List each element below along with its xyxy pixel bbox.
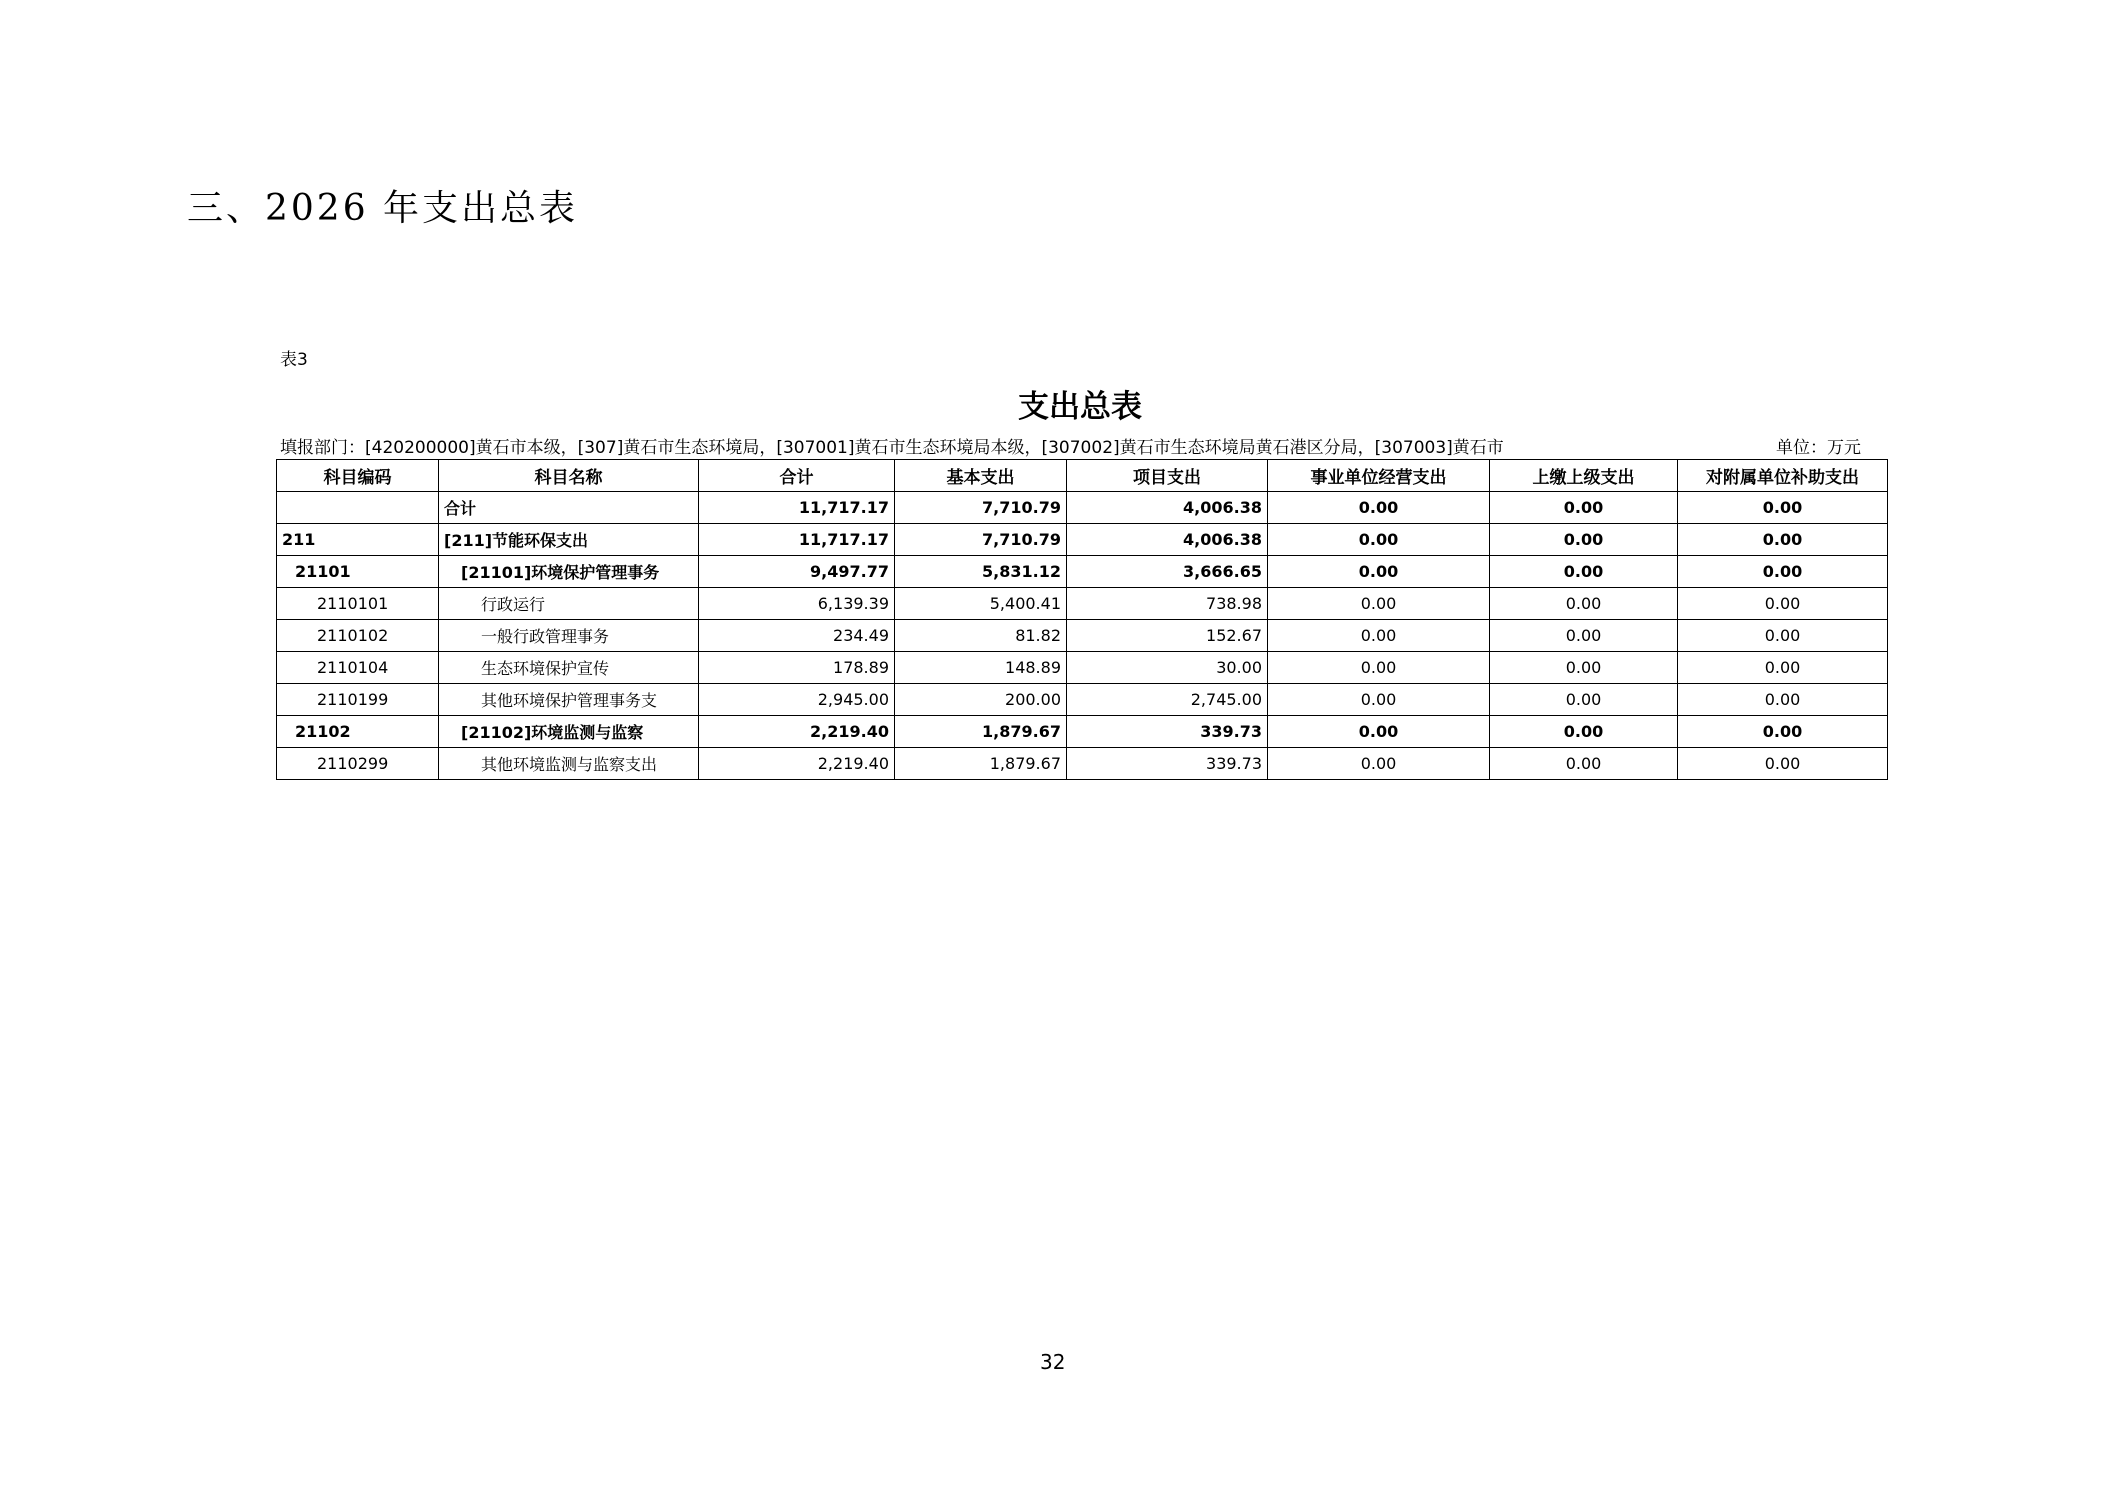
cell-business: 0.00 (1268, 524, 1490, 556)
cell-project: 152.67 (1067, 620, 1268, 652)
cell-basic: 1,879.67 (895, 716, 1067, 748)
cell-name: [21102]环境监测与监察 (439, 716, 699, 748)
cell-total: 9,497.77 (699, 556, 895, 588)
cell-total: 2,219.40 (699, 716, 895, 748)
table-row (277, 524, 1888, 556)
cell-upper: 0.00 (1490, 748, 1678, 780)
cell-code: 2110102 (277, 620, 439, 652)
cell-upper: 0.00 (1490, 492, 1678, 524)
cell-name: 行政运行 (439, 588, 699, 620)
table-number: 表3 (280, 350, 308, 370)
cell-name: 其他环境保护管理事务支 (439, 684, 699, 716)
cell-project: 339.73 (1067, 716, 1268, 748)
section-heading: 三、2026 年支出总表 (187, 188, 579, 229)
cell-total: 2,945.00 (699, 684, 895, 716)
header-name: 科目名称 (439, 460, 699, 492)
cell-code: 211 (277, 524, 439, 556)
cell-name: 合计 (439, 492, 699, 524)
cell-basic: 7,710.79 (895, 492, 1067, 524)
cell-upper: 0.00 (1490, 716, 1678, 748)
cell-upper: 0.00 (1490, 556, 1678, 588)
header-subsidy: 对附属单位补助支出 (1678, 460, 1888, 492)
cell-business: 0.00 (1268, 556, 1490, 588)
cell-subsidy: 0.00 (1678, 620, 1888, 652)
filler-department: 填报部门：[420200000]黄石市本级，[307]黄石市生态环境局，[307001]黄石市生态环境局本级，[307002]黄石市生态环境局黄石港区分局，[307003]黄石市 (280, 438, 1504, 458)
cell-code: 21101 (277, 556, 439, 588)
expense-summary-table (276, 459, 1888, 780)
table-row (277, 620, 1888, 652)
cell-project: 4,006.38 (1067, 492, 1268, 524)
cell-name: 一般行政管理事务 (439, 620, 699, 652)
cell-subsidy: 0.00 (1678, 652, 1888, 684)
cell-name: [211]节能环保支出 (439, 524, 699, 556)
cell-basic: 5,831.12 (895, 556, 1067, 588)
cell-project: 738.98 (1067, 588, 1268, 620)
cell-total: 6,139.39 (699, 588, 895, 620)
cell-code (277, 492, 439, 524)
cell-subsidy: 0.00 (1678, 556, 1888, 588)
table-row (277, 684, 1888, 716)
cell-basic: 7,710.79 (895, 524, 1067, 556)
cell-code: 21102 (277, 716, 439, 748)
cell-project: 30.00 (1067, 652, 1268, 684)
header-business: 事业单位经营支出 (1268, 460, 1490, 492)
page-number: 32 (1040, 1350, 1066, 1374)
cell-upper: 0.00 (1490, 524, 1678, 556)
table-row (277, 652, 1888, 684)
cell-total: 234.49 (699, 620, 895, 652)
cell-code: 2110101 (277, 588, 439, 620)
cell-name: 其他环境监测与监察支出 (439, 748, 699, 780)
cell-business: 0.00 (1268, 684, 1490, 716)
cell-name: 生态环境保护宣传 (439, 652, 699, 684)
table-row (277, 748, 1888, 780)
cell-subsidy: 0.00 (1678, 684, 1888, 716)
cell-basic: 200.00 (895, 684, 1067, 716)
cell-upper: 0.00 (1490, 684, 1678, 716)
cell-project: 339.73 (1067, 748, 1268, 780)
cell-subsidy: 0.00 (1678, 588, 1888, 620)
cell-project: 4,006.38 (1067, 524, 1268, 556)
cell-business: 0.00 (1268, 716, 1490, 748)
header-basic: 基本支出 (895, 460, 1067, 492)
cell-total: 11,717.17 (699, 492, 895, 524)
table-row (277, 588, 1888, 620)
cell-business: 0.00 (1268, 620, 1490, 652)
cell-business: 0.00 (1268, 588, 1490, 620)
cell-code: 2110299 (277, 748, 439, 780)
header-total: 合计 (699, 460, 895, 492)
cell-code: 2110104 (277, 652, 439, 684)
cell-project: 2,745.00 (1067, 684, 1268, 716)
header-upper: 上缴上级支出 (1490, 460, 1678, 492)
unit-label: 单位：万元 (1776, 438, 1861, 458)
cell-upper: 0.00 (1490, 620, 1678, 652)
cell-upper: 0.00 (1490, 588, 1678, 620)
cell-total: 178.89 (699, 652, 895, 684)
cell-subsidy: 0.00 (1678, 524, 1888, 556)
table-row (277, 492, 1888, 524)
cell-business: 0.00 (1268, 652, 1490, 684)
header-code: 科目编码 (277, 460, 439, 492)
cell-code: 2110199 (277, 684, 439, 716)
cell-project: 3,666.65 (1067, 556, 1268, 588)
cell-total: 2,219.40 (699, 748, 895, 780)
table-title: 支出总表 (1018, 389, 1142, 425)
table-header-row (277, 460, 1888, 492)
table-row (277, 556, 1888, 588)
cell-basic: 1,879.67 (895, 748, 1067, 780)
cell-basic: 148.89 (895, 652, 1067, 684)
cell-basic: 5,400.41 (895, 588, 1067, 620)
cell-subsidy: 0.00 (1678, 716, 1888, 748)
cell-subsidy: 0.00 (1678, 492, 1888, 524)
cell-business: 0.00 (1268, 492, 1490, 524)
cell-business: 0.00 (1268, 748, 1490, 780)
cell-subsidy: 0.00 (1678, 748, 1888, 780)
header-project: 项目支出 (1067, 460, 1268, 492)
cell-basic: 81.82 (895, 620, 1067, 652)
cell-upper: 0.00 (1490, 652, 1678, 684)
cell-name: [21101]环境保护管理事务 (439, 556, 699, 588)
cell-total: 11,717.17 (699, 524, 895, 556)
table-row (277, 716, 1888, 748)
